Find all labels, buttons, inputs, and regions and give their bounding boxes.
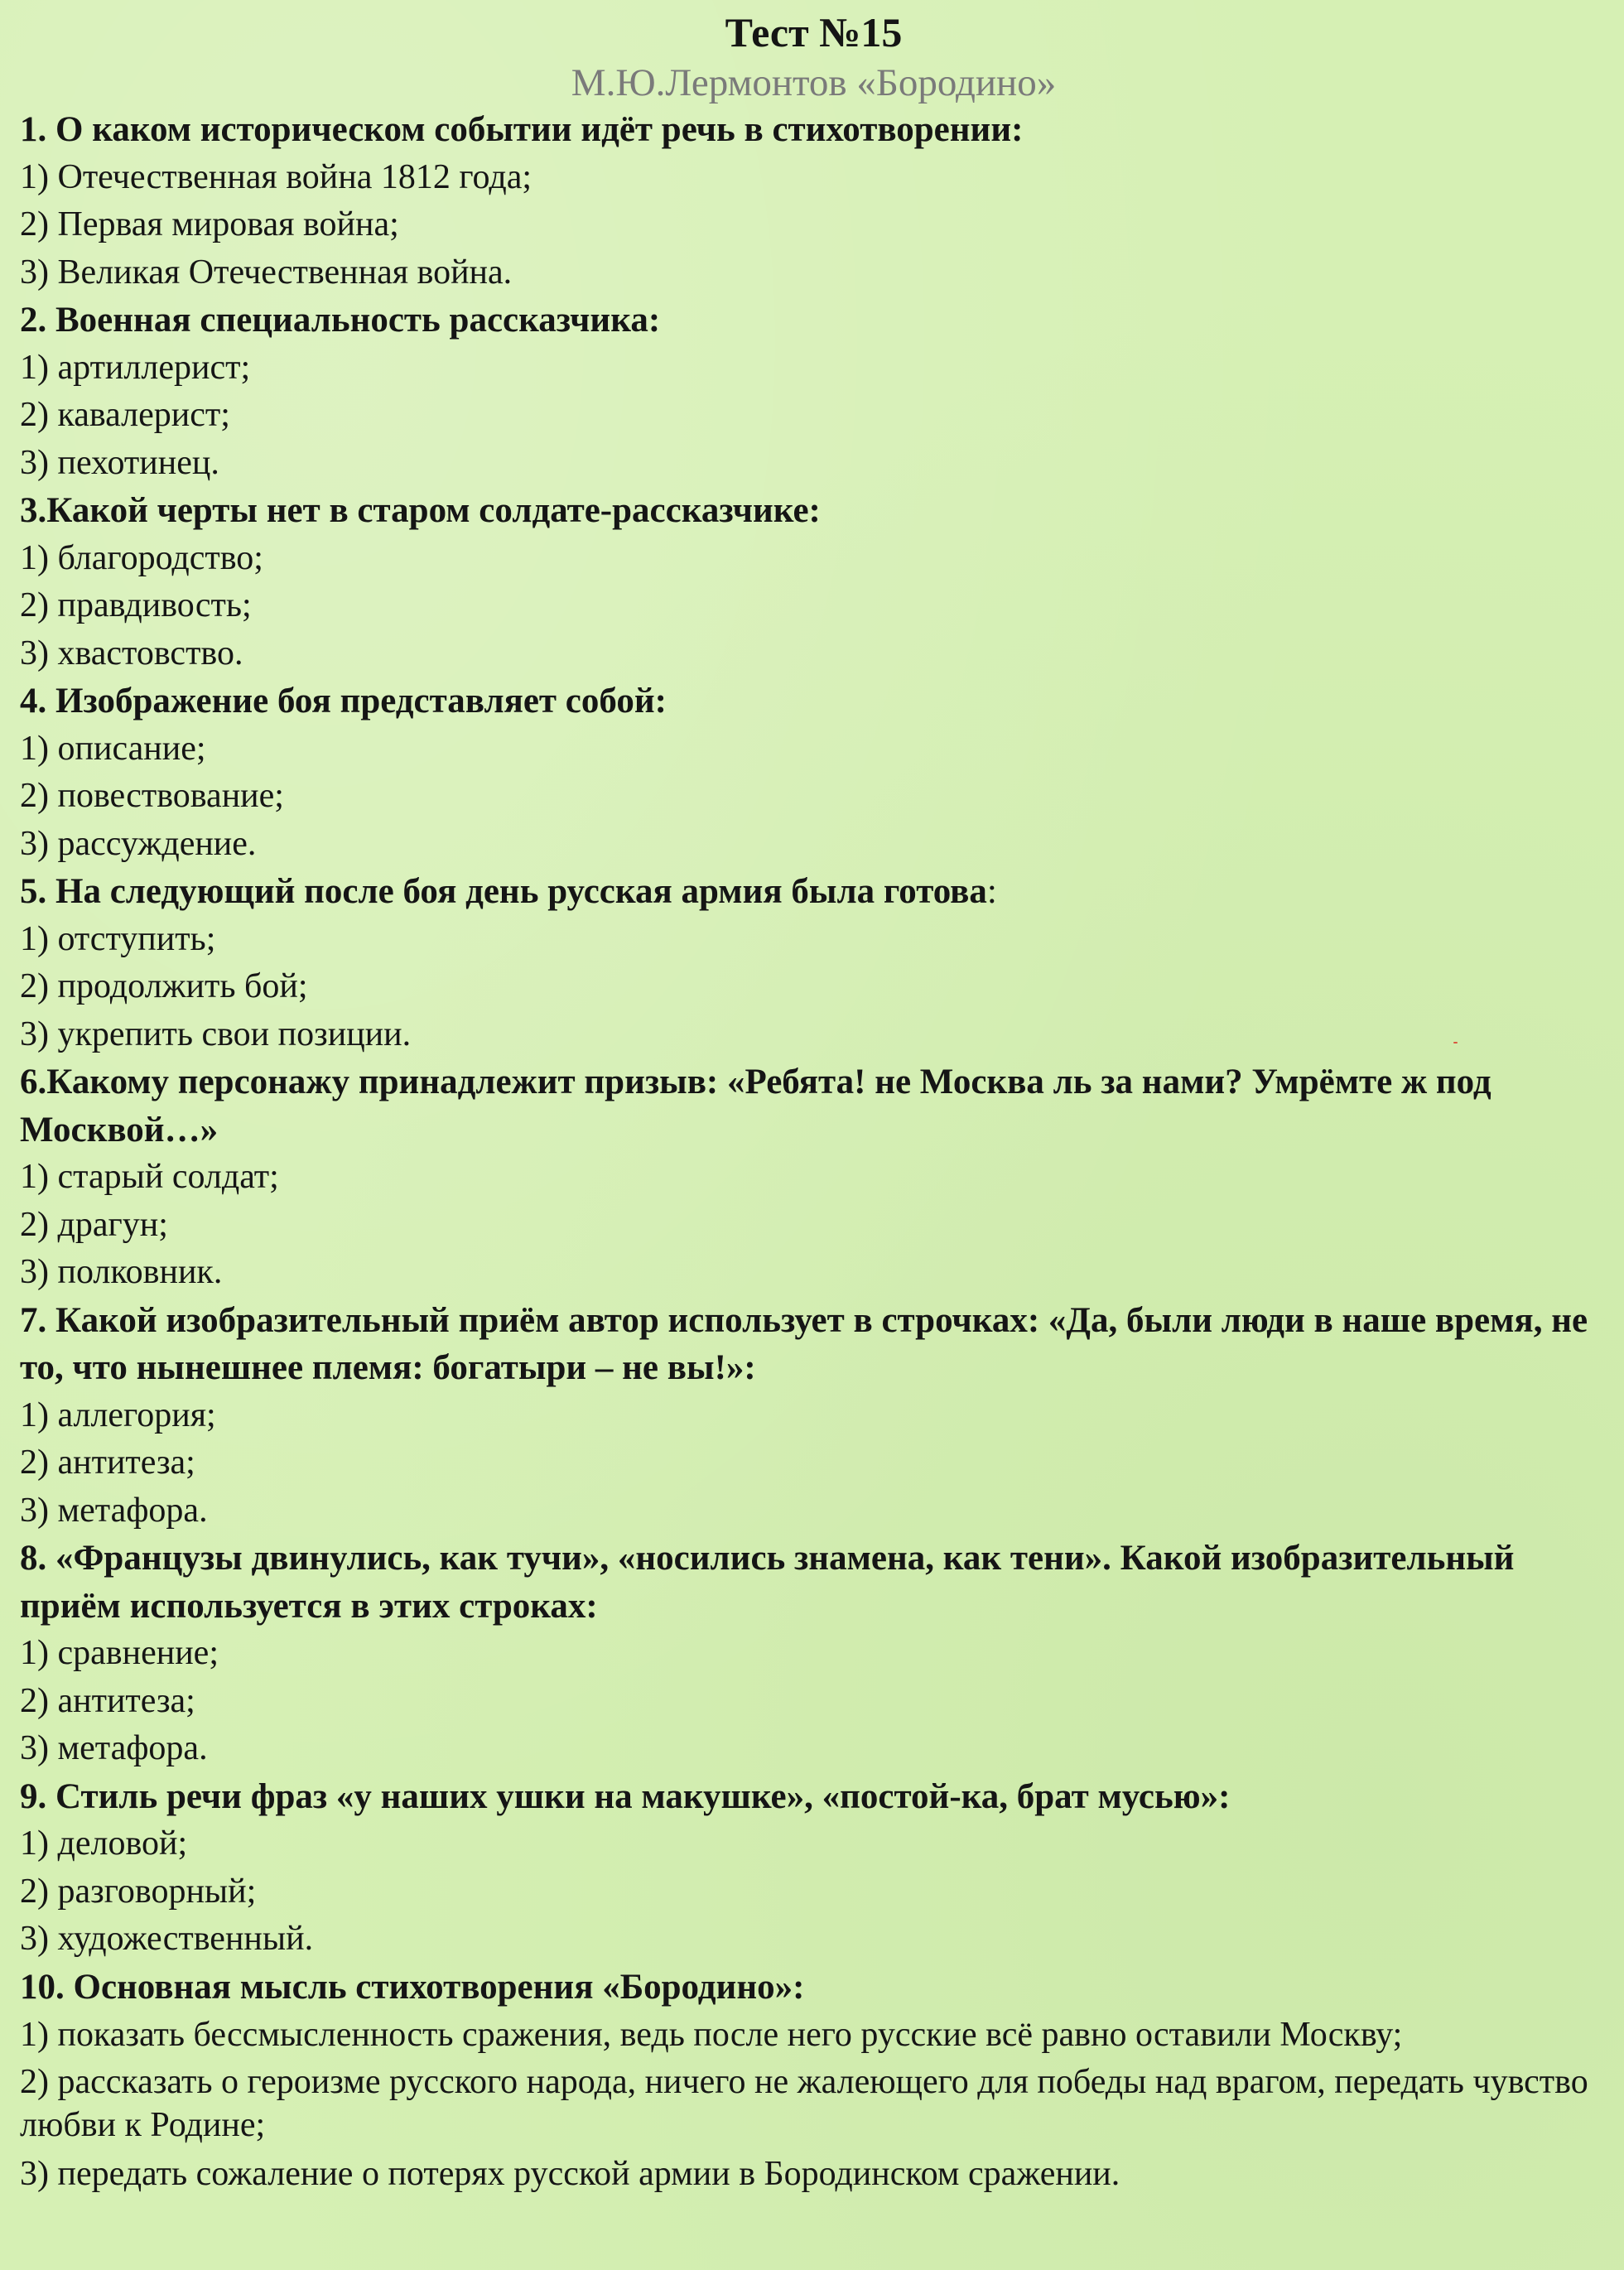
answer-option: 3) пехотинец. [20, 443, 219, 482]
answer-option: 1) сравнение; [20, 1634, 219, 1672]
answer-option: 2) драгун; [20, 1205, 168, 1244]
answer-option: 1) артиллерист; [20, 348, 251, 387]
question-text: 5. На следующий после боя день русская армия была готова: [20, 872, 997, 911]
answer-option: 1) Отечественная война 1812 года; [20, 157, 532, 196]
answer-option: 1) деловой; [20, 1824, 188, 1863]
question-text: 3.Какой черты нет в старом солдате-рассказчике: [20, 491, 821, 530]
answer-option: 2) разговорный; [20, 1872, 257, 1911]
answer-option: 2) Первая мировая война; [20, 205, 399, 243]
answer-option: 3) хвастовство. [20, 634, 243, 672]
answer-option: 1) описание; [20, 729, 206, 768]
question-text: 10. Основная мысль стихотворения «Бородино»: [20, 1967, 805, 2007]
page-title: Тест №15 [725, 9, 903, 55]
question-8 [20, 1535, 1607, 1773]
answer-option: 3) укрепить свои позиции. [20, 1015, 412, 1053]
answer-option: 1) аллегория; [20, 1395, 216, 1434]
answer-option: 3) Великая Отечественная война. [20, 253, 513, 292]
question-5 [20, 868, 1607, 1058]
question-6 [20, 1058, 1607, 1297]
answer-option: 1) отступить; [20, 919, 216, 958]
question-text: 1. О каком историческом событии идёт речь в стихотворении: [20, 110, 1024, 149]
question-10 [20, 1964, 1607, 2199]
question-4 [20, 677, 1607, 868]
question-text: 7. Какой изобразительный приём автор использует в строчках: «Да, были люди в наше время, не то, что нынешнее племя: богатыри – не вы!»: [20, 1300, 1588, 1387]
answer-option: 3) полковник. [20, 1253, 223, 1291]
question-7 [20, 1297, 1607, 1535]
question-text: 8. «Французы двинулись, как тучи», «носились знамена, как тени». Какой изобразительный приём используется в этих строках: [20, 1539, 1515, 1626]
answer-option: 2) антитеза; [20, 1681, 195, 1720]
answer-option: 3) рассуждение. [20, 824, 257, 863]
question-text: 2. Военная специальность рассказчика: [20, 301, 661, 340]
scan-speck [1453, 1042, 1458, 1043]
question-9 [20, 1773, 1607, 1964]
question-3 [20, 487, 1607, 677]
answer-option: 2) правдивость; [20, 586, 252, 624]
question-text: 4. Изображение боя представляет собой: [20, 682, 667, 721]
answer-option: 2) продолжить бой; [20, 967, 308, 1005]
answer-option: 3) метафора. [20, 1491, 208, 1530]
answer-option: 3) метафора. [20, 1729, 208, 1767]
answer-option: 2) кавалерист; [20, 396, 230, 434]
answer-option: 2) антитеза; [20, 1443, 195, 1482]
question-2 [20, 296, 1607, 487]
answer-option: 3) передать сожаление о потерях русской армии в Бородинском сражении. [20, 2155, 1120, 2193]
answer-option: 3) художественный. [20, 1920, 314, 1958]
answer-option: 2) повествование; [20, 777, 284, 815]
answer-option: 2) рассказать о героизме русского народа, ничего не жалеющего для победы над врагом, передать чувство любви к Родине; [20, 2063, 1588, 2144]
page-subtitle: М.Ю.Лермонтов «Бородино» [571, 61, 1057, 104]
question-1 [20, 106, 1607, 296]
question-text: 6.Какому персонажу принадлежит призыв: «Ребята! не Москва ль за нами? Умрёмте ж под Москвой…» [20, 1063, 1491, 1149]
question-text: 9. Стиль речи фраз «у наших ушки на макушке», «постой-ка, брат мусью»: [20, 1776, 1231, 1816]
answer-option: 1) показать бессмысленность сражения, ведь после него русские всё равно оставили Москву; [20, 2016, 1403, 2054]
answer-option: 1) благородство; [20, 538, 263, 577]
answer-option: 1) старый солдат; [20, 1158, 279, 1196]
